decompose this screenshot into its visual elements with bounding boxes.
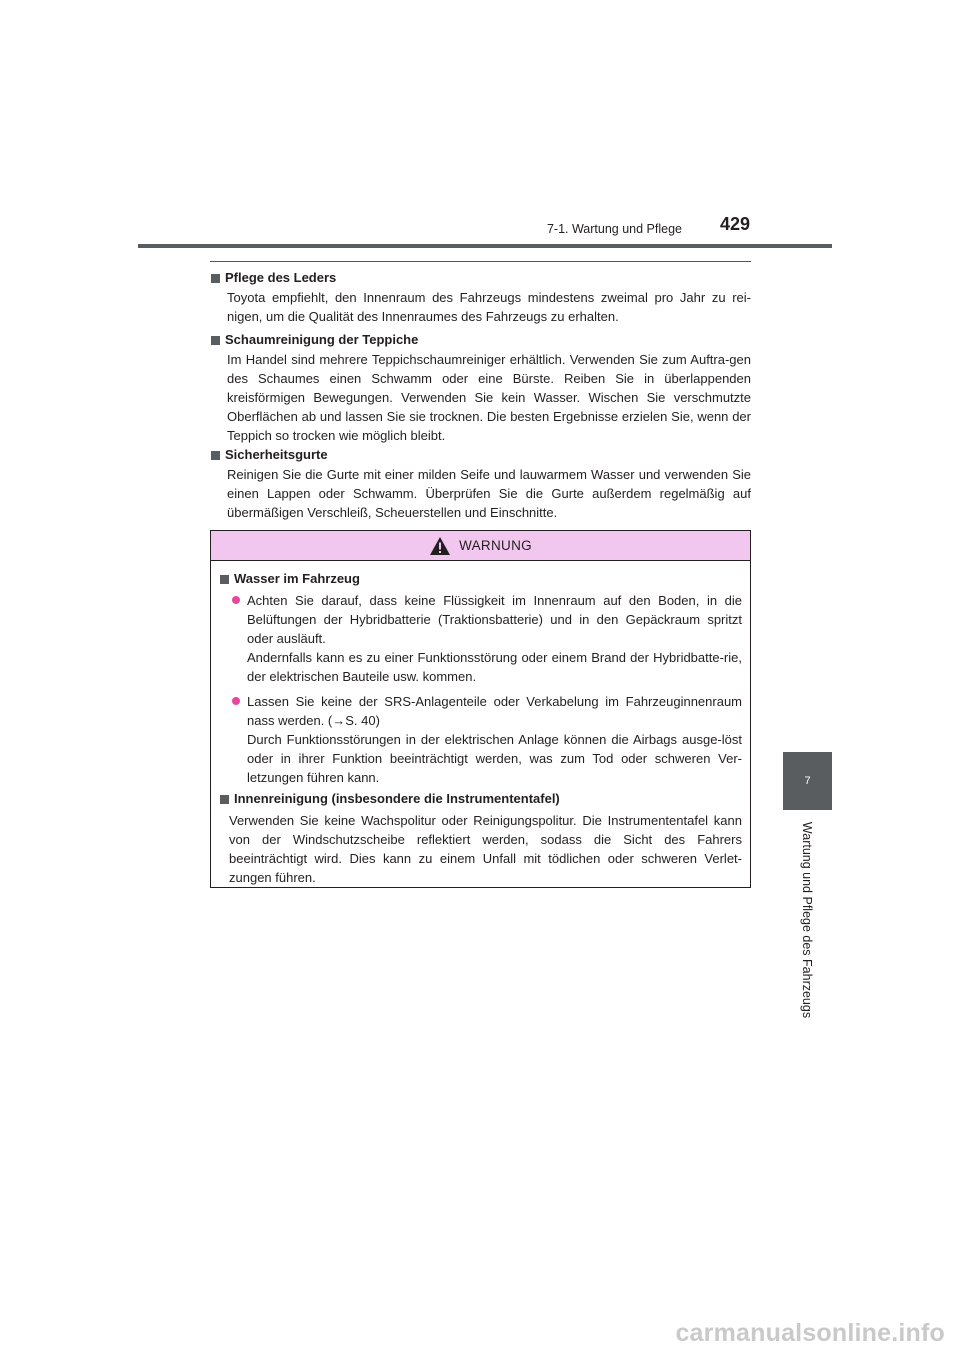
section-seatbelts — [210, 445, 751, 522]
round-bullet-icon — [232, 697, 240, 705]
section-heading-text: Pflege des Leders — [225, 270, 337, 285]
warning-subheading-text: Wasser im Fahrzeug — [234, 571, 360, 586]
watermark: carmanualsonline.info — [675, 1319, 945, 1347]
section-body: Reinigen Sie die Gurte mit einer milden Seife und lauwarmem Wasser und verwenden Sie einen Lappen oder Schwamm. Überprüfen Sie die Gurte außerdem regelmäßig auf übermäßigen Verschleiß, Scheuerstellen und Einschnitte. — [227, 467, 751, 520]
running-header-section: 7-1. Wartung und Pflege — [546, 222, 682, 236]
chapter-number: 7 — [804, 775, 811, 787]
square-bullet-icon — [211, 336, 220, 345]
warning-header — [211, 531, 750, 561]
warning-bullet-paragraph: Lassen Sie keine der SRS-Anlagenteile oder Verkabelung im Fahrzeuginnenraum nass werden. (→S. 40) — [247, 694, 742, 728]
section-heading-text: Sicherheitsgurte — [225, 447, 328, 462]
warning-bullet-paragraph: Andernfalls kann es zu einer Funktionsstörung oder einem Brand der Hybridbatte-rie, der elektrischen Bauteile usw. kommen. — [247, 650, 742, 684]
square-bullet-icon — [220, 795, 229, 804]
round-bullet-icon — [232, 596, 240, 604]
section-heading — [210, 268, 751, 288]
warning-body: Verwenden Sie keine Wachspolitur oder Reinigungspolitur. Die Instrumententafel kann von der Windschutzscheibe reflektiert werden, sodass die Sicht des Fahrers beeinträchtigt wird. Dies kann zu einem Unfall mit tödlichen oder schweren Verlet-zungen führen. — [229, 813, 742, 885]
section-leather-care — [210, 268, 751, 326]
header-rule — [138, 244, 832, 248]
warning-title: WARNUNG — [459, 538, 532, 553]
chapter-tab — [783, 752, 832, 810]
section-body: Im Handel sind mehrere Teppichschaumreiniger erhältlich. Verwenden Sie zum Auftra-gen des Schaumes einen Schwamm oder eine Bürste. Reiben Sie in überlappenden kreisförmigen Bewegungen. Verwenden Sie kein Wasser. Wischen Sie verschmutzte Oberflächen ab und lassen Sie sie trocknen. Die besten Ergebnisse erzielen Sie, wenn der Teppich so trocken wie möglich bleibt. — [227, 352, 751, 443]
section-heading — [210, 330, 751, 350]
warning-bullet — [232, 692, 742, 787]
section-heading — [210, 445, 751, 465]
warning-subheading — [219, 569, 742, 589]
section-carpet-cleaning — [210, 330, 751, 445]
square-bullet-icon — [211, 274, 220, 283]
warning-subheading-text: Innenreinigung (insbesondere die Instrumententafel) — [234, 791, 560, 806]
warning-box — [210, 530, 751, 888]
section-heading-text: Schaumreinigung der Teppiche — [225, 332, 419, 347]
warning-bullet-paragraph: Durch Funktionsstörungen in der elektrischen Anlage können die Airbags ausge-löst oder in ihrer Funktion beeinträchtigt werden, was zum Tod oder schweren Ver-letzungen führen kann. — [247, 732, 742, 785]
warning-bullet — [232, 591, 742, 686]
warning-subheading — [219, 789, 742, 809]
warning-bullet-text — [247, 591, 742, 686]
content-top-rule — [210, 261, 751, 262]
square-bullet-icon — [220, 575, 229, 584]
warning-content — [219, 569, 742, 887]
section-body: Toyota empfiehlt, den Innenraum des Fahrzeugs mindestens zweimal pro Jahr zu rei-nigen, um die Qualität des Innenraumes des Fahrzeugs zu erhalten. — [227, 290, 751, 324]
warning-triangle-icon — [429, 536, 451, 556]
warning-bullet-text — [247, 692, 742, 787]
page-number: 429 — [720, 214, 751, 234]
chapter-title-vertical: Wartung und Pflege des Fahrzeugs — [800, 821, 814, 1019]
warning-bullet-paragraph: Achten Sie darauf, dass keine Flüssigkeit im Innenraum auf den Boden, in die Belüftungen der Hybridbatterie (Traktionsbatterie) und in den Gepäckraum spritzt oder ausläuft. — [247, 593, 742, 646]
square-bullet-icon — [211, 451, 220, 460]
